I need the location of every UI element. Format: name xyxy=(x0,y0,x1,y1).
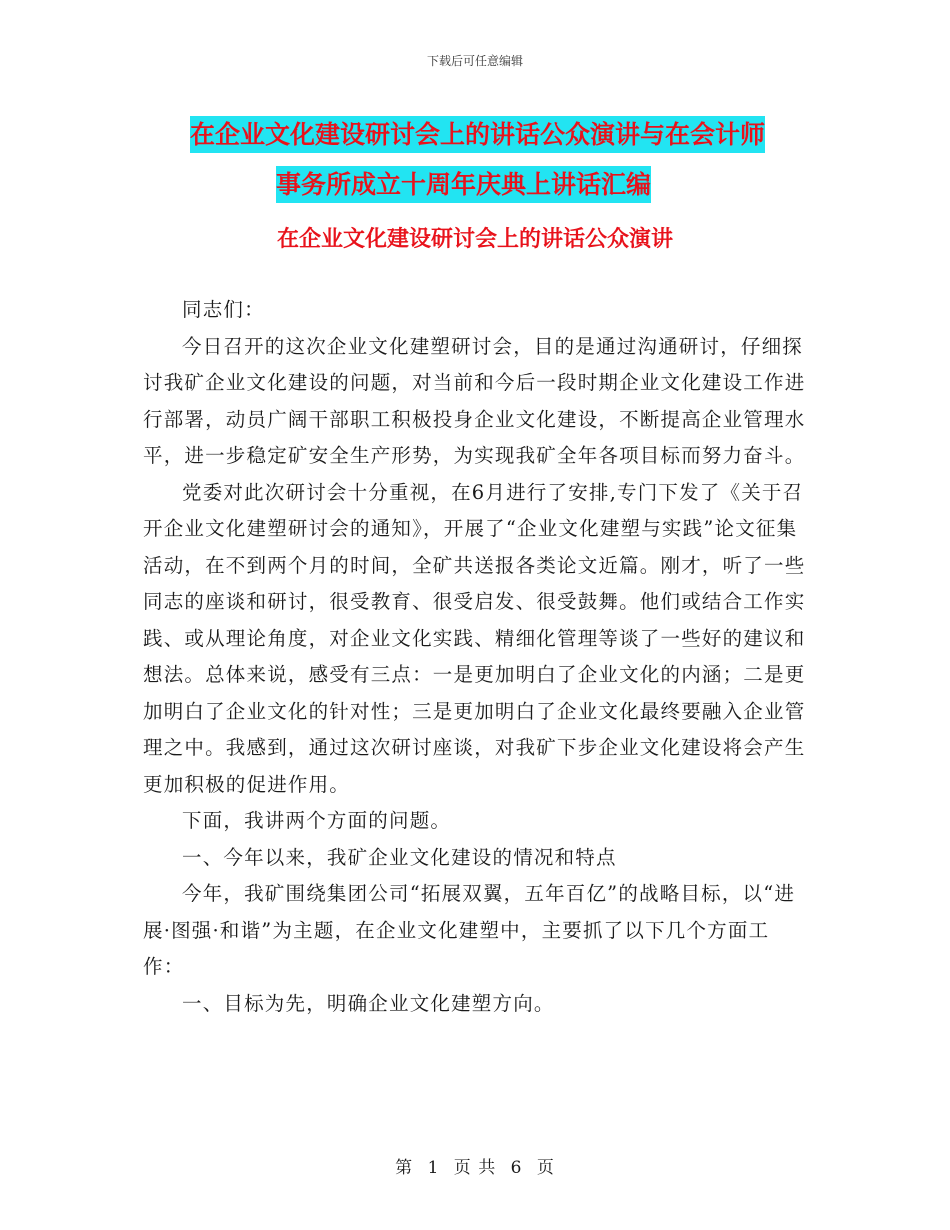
page-label-prefix: 第 xyxy=(395,1158,414,1178)
document-title xyxy=(190,110,830,210)
page-label-suffix: 页 xyxy=(536,1158,555,1178)
page-label-mid: 页 共 xyxy=(453,1158,497,1178)
page-current: 1 xyxy=(427,1158,440,1178)
page-total: 6 xyxy=(510,1158,523,1178)
body-text xyxy=(143,292,808,1022)
paragraph-heading: 一、今年以来，我矿企业文化建设的情况和特点 xyxy=(182,845,617,869)
header-note: 下载后可任意编辑 xyxy=(426,54,523,68)
document-title-line1: 在企业文化建设研讨会上的讲话公众演讲与在会计师 xyxy=(190,116,765,153)
paragraph: 今日召开的这次企业文化建塑研讨会，目的是通过沟通研讨，仔细探讨我矿企业文化建设的问题，对当前和今后一段时期企业文化建设工作进行部署，动员广阔干部职工积极投身企业文化建设，不断提高企业管理水平，进一步稳定矿安全生产形势，为实现我矿全年各项目标而努力奋斗。 xyxy=(143,334,806,467)
paragraph: 今年，我矿围绕集团公司“拓展双翼，五年百亿”的战略目标，以“进展·图强·和谐”为主题，在企业文化建塑中，主要抓了以下几个方面工作： xyxy=(143,882,796,978)
paragraph: 党委对此次研讨会十分重视，在6月进行了安排,专门下发了《关于召开企业文化建塑研讨会的通知》，开展了“企业文化建塑与实践”论文征集活动，在不到两个月的时间，全矿共送报各类论文近篇。刚才，听了一些同志的座谈和研讨，很受教育、很受启发、很受鼓舞。他们或结合工作实践、或从理论角度，对企业文化实践、精细化管理等谈了一些好的建议和想法。总体来说，感受有三点：一是更加明白了企业文化的内涵；二是更加明白了企业文化的针对性；三是更加明白了企业文化最终要融入企业管理之中。我感到，通过这次研讨座谈，对我矿下步企业文化建设将会产生更加积极的促进作用。 xyxy=(143,480,806,796)
section-title: 在企业文化建设研讨会上的讲话公众演讲 xyxy=(276,227,673,252)
paragraph-salutation: 同志们： xyxy=(182,298,265,321)
paragraph: 下面，我讲两个方面的问题。 xyxy=(182,809,452,832)
paragraph-heading: 一、目标为先，明确企业文化建塑方向。 xyxy=(182,991,555,1015)
page-number-footer xyxy=(0,1153,950,1178)
document-title-line2: 事务所成立十周年庆典上讲话汇编 xyxy=(276,166,651,203)
